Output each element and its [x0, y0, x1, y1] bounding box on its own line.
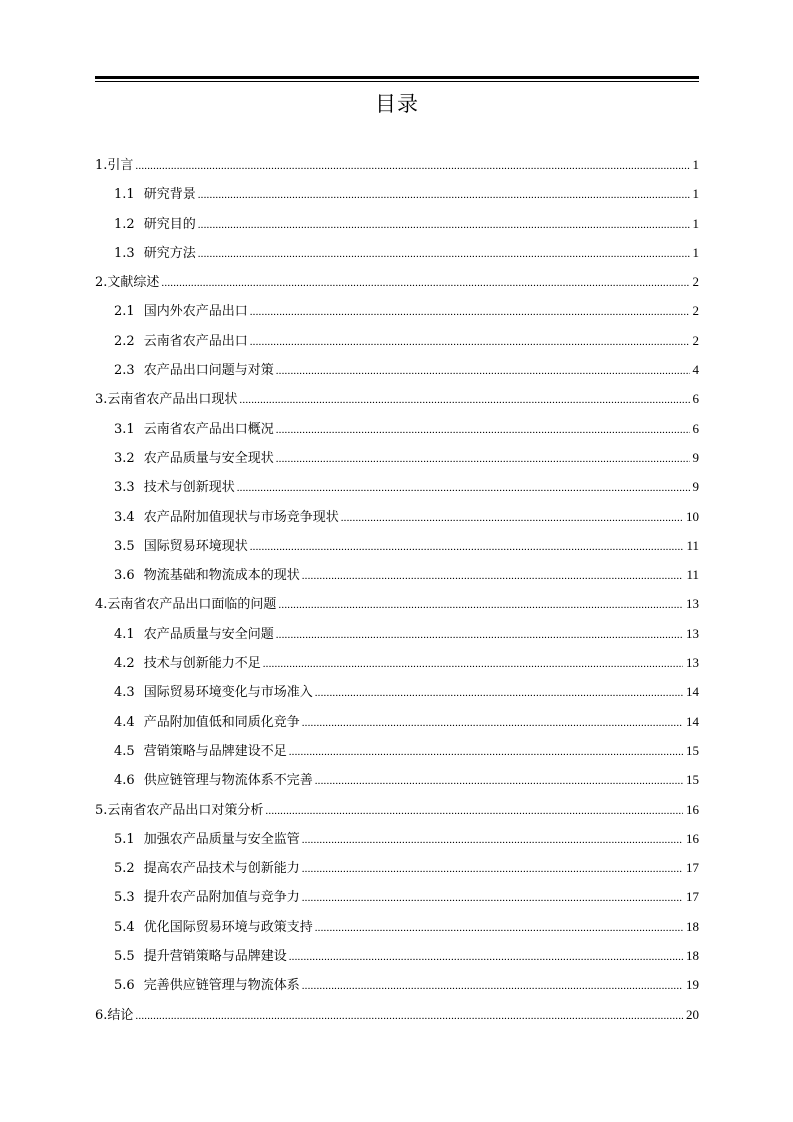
toc-dot-leader: [239, 386, 689, 415]
header-rule-thick: [95, 76, 699, 79]
toc-section-entry[interactable]: [95, 472, 699, 501]
toc-page-number: 2: [692, 332, 699, 348]
toc-section-entry[interactable]: [95, 238, 699, 267]
toc-section-entry[interactable]: [95, 824, 699, 853]
toc-entry-number: 5.4: [114, 919, 135, 935]
toc-entry-title: 营销策略与品牌建设不足: [143, 743, 287, 759]
toc-chapter-entry[interactable]: [95, 150, 699, 179]
toc-section-entry[interactable]: [95, 765, 699, 794]
toc-entry-number: 5.2: [114, 861, 135, 877]
toc-dot-leader: [250, 533, 684, 562]
toc-section-entry[interactable]: [95, 531, 699, 560]
toc-section-entry[interactable]: [95, 736, 699, 765]
toc-dot-leader: [250, 328, 690, 357]
toc-chapter-entry[interactable]: [95, 589, 699, 618]
toc-page-number: 14: [686, 684, 699, 700]
toc-entry-number: 5.6: [114, 978, 135, 994]
toc-dot-leader: [289, 943, 683, 972]
toc-page-number: 11: [686, 567, 699, 583]
toc-entry-number: 3.1: [114, 421, 135, 437]
toc-dot-leader: [302, 562, 684, 591]
toc-section-entry[interactable]: [95, 677, 699, 706]
toc-dot-leader: [302, 884, 683, 913]
toc-entry-title: 优化国际贸易环境与政策支持: [143, 919, 313, 935]
toc-entry-title: 结论: [107, 1007, 134, 1023]
toc-page-number: 4: [692, 362, 699, 378]
toc-entry-number: 5.: [95, 802, 108, 818]
toc-section-entry[interactable]: [95, 912, 699, 941]
toc-dot-leader: [161, 269, 689, 298]
toc-entry-title: 国内外农产品出口: [143, 304, 248, 320]
toc-page-number: 9: [692, 479, 699, 495]
toc-entry-number: 4.3: [114, 685, 135, 701]
toc-entry-title: 研究目的: [143, 216, 196, 232]
toc-section-entry[interactable]: [95, 443, 699, 472]
toc-page-number: 16: [686, 801, 699, 817]
toc-dot-leader: [135, 152, 689, 181]
toc-entry-title: 农产品附加值现状与市场竞争现状: [143, 509, 339, 525]
toc-entry-number: 1.2: [114, 216, 135, 232]
toc-section-entry[interactable]: [95, 560, 699, 589]
toc-dot-leader: [341, 504, 683, 533]
toc-section-entry[interactable]: [95, 355, 699, 384]
toc-chapter-entry[interactable]: [95, 267, 699, 296]
toc-dot-leader: [302, 972, 683, 1001]
toc-page-number: 20: [686, 1006, 699, 1022]
toc-dot-leader: [237, 474, 690, 503]
toc-entry-number: 4.6: [114, 773, 135, 789]
toc-list: [95, 150, 699, 1029]
toc-page-number: 17: [686, 889, 699, 905]
toc-entry-title: 技术与创新现状: [143, 480, 235, 496]
toc-entry-number: 6.: [95, 1007, 108, 1023]
toc-entry-title: 农产品质量与安全现状: [143, 450, 274, 466]
toc-section-entry[interactable]: [95, 414, 699, 443]
toc-dot-leader: [198, 240, 690, 269]
toc-dot-leader: [278, 591, 683, 620]
toc-page-number: 15: [686, 772, 699, 788]
toc-entry-title: 云南省农产品出口现状: [107, 392, 238, 408]
toc-entry-number: 5.3: [114, 890, 135, 906]
toc-dot-leader: [276, 357, 690, 386]
toc-entry-title: 物流基础和物流成本的现状: [143, 568, 300, 584]
toc-page-number: 13: [686, 625, 699, 641]
toc-entry-number: 4.: [95, 597, 108, 613]
toc-chapter-entry[interactable]: [95, 795, 699, 824]
toc-entry-title: 供应链管理与物流体系不完善: [143, 773, 313, 789]
toc-page-number: 17: [686, 860, 699, 876]
toc-dot-leader: [276, 416, 690, 445]
toc-entry-title: 国际贸易环境变化与市场准入: [143, 685, 313, 701]
toc-page-number: 1: [692, 215, 699, 231]
toc-entry-number: 3.3: [114, 480, 135, 496]
toc-entry-title: 农产品出口问题与对策: [143, 363, 274, 379]
toc-page-number: 18: [686, 918, 699, 934]
toc-entry-number: 5.1: [114, 831, 135, 847]
toc-page-number: 18: [686, 948, 699, 964]
toc-entry-number: 4.5: [114, 743, 135, 759]
toc-section-entry[interactable]: [95, 209, 699, 238]
toc-entry-title: 云南省农产品出口对策分析: [107, 802, 264, 818]
toc-section-entry[interactable]: [95, 970, 699, 999]
toc-entry-number: 3.6: [114, 568, 135, 584]
toc-section-entry[interactable]: [95, 882, 699, 911]
toc-entry-title: 提升营销策略与品牌建设: [143, 949, 287, 965]
toc-entry-title: 文献综述: [107, 275, 160, 291]
toc-entry-number: 3.2: [114, 450, 135, 466]
toc-entry-title: 云南省农产品出口面临的问题: [107, 597, 277, 613]
toc-entry-number: 5.5: [114, 949, 135, 965]
toc-page-number: 19: [686, 977, 699, 993]
toc-section-entry[interactable]: [95, 619, 699, 648]
toc-entry-number: 1.3: [114, 245, 135, 261]
toc-dot-leader: [302, 709, 683, 738]
toc-page-number: 9: [692, 449, 699, 465]
toc-page-number: 1: [692, 186, 699, 202]
toc-entry-title: 云南省农产品出口概况: [143, 421, 274, 437]
toc-entry-title: 研究背景: [143, 187, 196, 203]
toc-dot-leader: [135, 1002, 683, 1031]
toc-page-number: 15: [686, 742, 699, 758]
toc-page-number: 14: [686, 713, 699, 729]
toc-entry-title: 国际贸易环境现状: [143, 538, 248, 554]
toc-page-number: 1: [692, 157, 699, 172]
toc-dot-leader: [198, 211, 690, 240]
toc-entry-title: 技术与创新能力不足: [143, 656, 261, 672]
toc-page-number: 13: [686, 655, 699, 671]
toc-entry-title: 研究方法: [143, 245, 196, 261]
toc-entry-title: 加强农产品质量与安全监管: [143, 831, 300, 847]
toc-entry-number: 3.4: [114, 509, 135, 525]
toc-dot-leader: [302, 855, 683, 884]
toc-dot-leader: [315, 767, 683, 796]
toc-section-entry[interactable]: [95, 941, 699, 970]
toc-section-entry[interactable]: [95, 326, 699, 355]
toc-entry-number: 2.2: [114, 333, 135, 349]
toc-section-entry[interactable]: [95, 502, 699, 531]
toc-entry-number: 2.3: [114, 363, 135, 379]
toc-entry-title: 提升农产品附加值与竞争力: [143, 890, 300, 906]
toc-entry-number: 2.1: [114, 304, 135, 320]
header-rule-thin: [95, 81, 699, 82]
toc-entry-number: 3.5: [114, 538, 135, 554]
toc-page-number: 13: [686, 596, 699, 612]
toc-section-entry[interactable]: [95, 296, 699, 325]
toc-dot-leader: [263, 650, 683, 679]
toc-page-number: 6: [692, 420, 699, 436]
toc-page-number: 2: [692, 303, 699, 319]
toc-entry-title: 农产品质量与安全问题: [143, 626, 274, 642]
toc-entry-number: 4.4: [114, 714, 135, 730]
toc-entry-title: 提高农产品技术与创新能力: [143, 861, 300, 877]
toc-entry-number: 3.: [95, 392, 108, 408]
toc-page-number: 10: [686, 508, 699, 524]
toc-dot-leader: [315, 679, 683, 708]
toc-section-entry[interactable]: [95, 853, 699, 882]
toc-section-entry[interactable]: [95, 179, 699, 208]
toc-dot-leader: [276, 621, 683, 650]
toc-dot-leader: [250, 298, 690, 327]
toc-chapter-entry[interactable]: [95, 384, 699, 413]
toc-page-number: 2: [692, 274, 699, 290]
toc-entry-number: 4.1: [114, 626, 135, 642]
toc-dot-leader: [289, 738, 683, 767]
toc-entry-number: 1.1: [114, 187, 135, 203]
toc-entry-title: 产品附加值低和同质化竞争: [143, 714, 300, 730]
toc-entry-number: 1.: [95, 158, 108, 173]
toc-dot-leader: [315, 914, 683, 943]
toc-title: 目录: [375, 92, 419, 116]
toc-page-number: 6: [692, 391, 699, 407]
toc-page-number: 11: [686, 537, 699, 553]
toc-entry-number: 2.: [95, 275, 108, 291]
toc-section-entry[interactable]: [95, 648, 699, 677]
toc-entry-title: 引言: [107, 158, 134, 173]
toc-chapter-entry[interactable]: [95, 1000, 699, 1029]
toc-dot-leader: [302, 826, 683, 855]
toc-page-number: 1: [692, 244, 699, 260]
toc-dot-leader: [198, 181, 690, 210]
toc-dot-leader: [265, 797, 683, 826]
toc-section-entry[interactable]: [95, 707, 699, 736]
toc-page-number: 16: [686, 830, 699, 846]
toc-entry-title: 云南省农产品出口: [143, 333, 248, 349]
toc-entry-title: 完善供应链管理与物流体系: [143, 978, 300, 994]
toc-dot-leader: [276, 445, 690, 474]
toc-entry-number: 4.2: [114, 656, 135, 672]
